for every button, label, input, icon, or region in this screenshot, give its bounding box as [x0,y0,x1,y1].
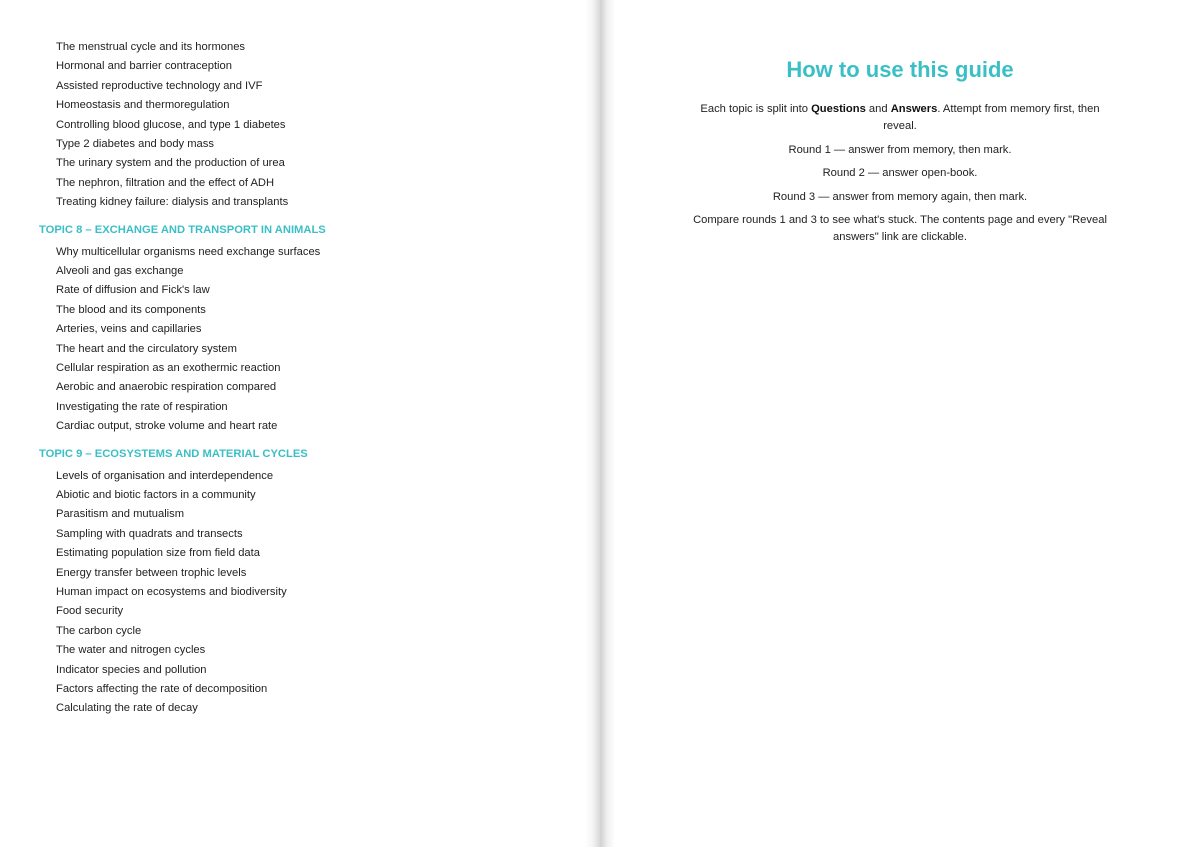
toc-link[interactable]: Estimating population size from field data [56,547,260,560]
toc-link[interactable]: The blood and its components [56,303,206,316]
toc-link[interactable]: Levels of organisation and interdependence [56,469,274,482]
toc-link[interactable]: The nephron, filtration and the effect of ADH [56,176,275,189]
toc-link[interactable]: Investigating the rate of respiration [56,400,228,413]
topic-8-heading[interactable]: TOPIC 8 – EXCHANGE AND TRANSPORT IN ANIMALS [39,224,326,237]
toc-link[interactable]: Calculating the rate of decay [56,702,198,715]
toc-link[interactable]: The urinary system and the production of urea [56,157,285,170]
round-2-instruction: Round 2 — answer open-book. [822,167,978,179]
toc-link[interactable]: Arteries, veins and capillaries [56,323,202,336]
toc-link[interactable]: Assisted reproductive technology and IVF [56,79,263,92]
toc-link[interactable]: Factors affecting the rate of decomposition [56,683,268,695]
toc-link[interactable]: Abiotic and biotic factors in a community [56,488,256,501]
guide-instructions [685,101,1115,253]
questions-label: Questions [811,103,866,115]
toc-link[interactable]: Homeostasis and thermoregulation [56,99,230,112]
intro-text: . Attempt from memory first, then reveal. [883,103,1100,132]
intro-text: Each topic is split into [700,103,812,115]
toc-link[interactable]: Cellular respiration as an exothermic reaction [56,362,281,374]
toc-link[interactable]: Controlling blood glucose, and type 1 diabetes [56,118,286,131]
toc-link[interactable]: Cardiac output, stroke volume and heart rate [56,420,278,433]
toc-link[interactable]: The water and nitrogen cycles [56,644,206,657]
toc-link[interactable]: Indicator species and pollution [56,663,207,676]
toc-link[interactable]: Type 2 diabetes and body mass [56,138,214,151]
contents-page [0,0,590,847]
page-title: How to use this guide [786,57,1014,82]
toc-link[interactable]: The menstrual cycle and its hormones [56,41,246,53]
topic-9-heading[interactable]: TOPIC 9 – ECOSYSTEMS AND MATERIAL CYCLES [39,448,308,461]
guide-page [610,0,1200,847]
toc-link[interactable]: Why multicellular organisms need exchange surfaces [56,245,321,258]
toc-link[interactable]: Alveoli and gas exchange [56,264,184,277]
compare-instruction: Compare rounds 1 and 3 to see what's stuck. The contents page and every "Reveal answers" link are clickable. [693,214,1107,243]
toc-link[interactable]: Parasitism and mutualism [56,508,185,521]
toc-link[interactable]: Hormonal and barrier contraception [56,60,232,73]
contents-list [39,38,559,719]
toc-link[interactable]: Energy transfer between trophic levels [56,566,247,579]
intro-paragraph [685,101,1115,135]
toc-link[interactable]: The heart and the circulatory system [56,342,237,355]
toc-link[interactable]: Rate of diffusion and Fick's law [56,284,210,297]
intro-text: and [865,103,891,115]
toc-link[interactable]: Treating kidney failure: dialysis and transplants [56,196,289,209]
toc-link[interactable]: Food security [56,605,124,618]
round-1-instruction: Round 1 — answer from memory, then mark. [788,143,1012,156]
toc-link[interactable]: Sampling with quadrats and transects [56,527,243,540]
round-3-instruction: Round 3 — answer from memory again, then mark. [772,190,1028,203]
answers-label: Answers [890,103,938,115]
toc-link[interactable]: Human impact on ecosystems and biodiversity [56,585,287,598]
toc-link[interactable]: Aerobic and anaerobic respiration compared [56,381,277,394]
toc-link[interactable]: The carbon cycle [56,624,142,637]
